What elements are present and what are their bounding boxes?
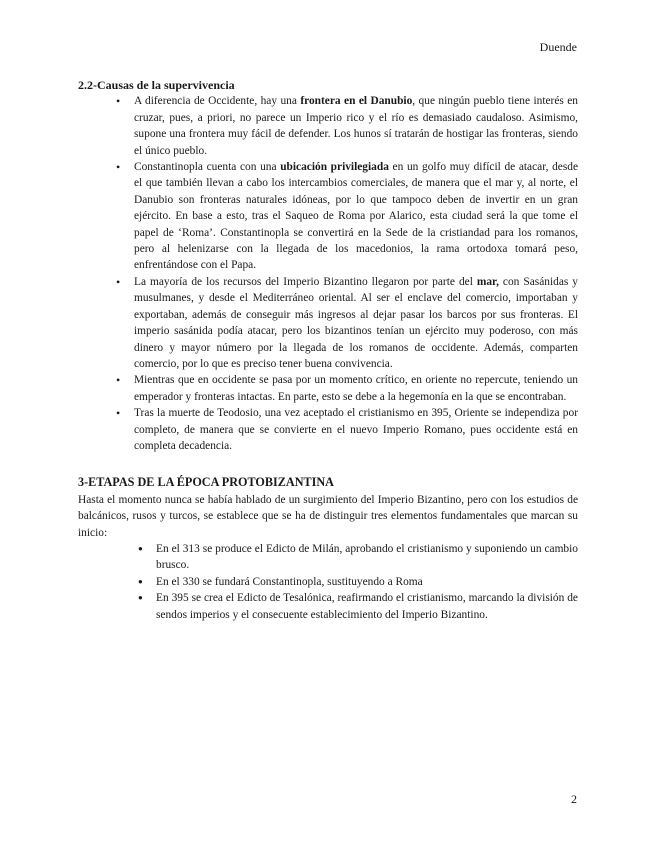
item-text: , que ningún pueblo tiene interés en cruzar, pues, a priori, no parece un Imperio rico y el río es demasiado caudaloso. Asimismo, supone una frontera muy fácil de defender. Los hunos sí tratarán de hostigar las fronteras, siendo el único pueblo. — [134, 95, 579, 157]
item-bold: frontera en el Danubio — [300, 95, 413, 108]
item-bold: ubicación privilegiada — [280, 161, 389, 174]
list-item — [134, 372, 578, 405]
header-author: Duende — [539, 40, 577, 54]
list-item: ● En el 313 se produce el Edicto de Milán, aprobando el cristianismo y suponiendo un cambio brusco. — [156, 541, 578, 574]
list-item — [134, 274, 578, 372]
item-text: A diferencia de Occidente, hay una — [134, 95, 301, 108]
list-item: ● En 395 se crea el Edicto de Tesalónica, reafirmando el cristianismo, marcando la división de sendos imperios y el consecuente establecimiento del Imperio Bizantino. — [156, 590, 578, 623]
item-bold: mar, — [476, 275, 499, 288]
list-item — [134, 159, 578, 274]
page-content — [78, 77, 578, 623]
item-text: Constantinopla cuenta con una — [134, 161, 281, 174]
list-item — [134, 93, 578, 159]
stages-list — [156, 541, 578, 623]
item-text: en un golfo muy difícil de atacar, desde el que también llevan a cabo los intercambios comerciales, de manera que el mar y, al norte, el Danubio son fronteras naturales idóneas, por lo que tampoco deben de invertir en un gran ejército. En base a esto, tras el Saqueo de Roma por Alarico, esta ciudad será la que tome el papel de ‘Roma’. Constantinopla se convertirá en la Sede de la cristiandad para los romanos, pero al helenizarse con la llegada de los macedonios, la rama ortodoxa tomará peso, enfrentándose con el Papa. — [134, 161, 578, 272]
list-item: ● En el 330 se fundará Constantinopla, sustituyendo a Roma — [156, 574, 578, 590]
section-heading-stages: 3-ETAPAS DE LA ÉPOCA PROTOBIZANTINA — [78, 475, 334, 490]
item-text: Tras la muerte de Teodosio, una vez aceptado el cristianismo en 395, Oriente se independiza por completo, de manera que se convierte en el nuevo Imperio Romano, pues occidente está en completa decadencia. — [134, 407, 578, 452]
item-text: La mayoría de los recursos del Imperio Bizantino llegaron por parte del — [134, 275, 477, 288]
item-text: Mientras que en occidente se pasa por un momento crítico, en oriente no repercute, teniendo un emperador y fronteras intactas. En parte, esto se debe a la hegemonía en la que se encontraban. — [134, 374, 578, 403]
list-item — [134, 405, 578, 454]
section-heading-causes: 2.2-Causas de la supervivencia — [78, 78, 235, 92]
section-intro: Hasta el momento nunca se había hablado de un surgimiento del Imperio Bizantino, pero con los estudios de balcánicos, rusos y turcos, se establece que se ha de distinguir tres elementos fundamentales que marcan su inicio: — [78, 493, 578, 539]
page-number: 2 — [571, 792, 577, 806]
item-text: con Sasánidas y musulmanes, y desde el Mediterráneo oriental. Al ser el enclave del comercio, importaban y exportaban, además de conseguir más ingresos al dejar pasar los barcos por sus fronteras. El imperio sasánida podía atacar, pero los bizantinos tenían un ejército muy poderoso, con más dinero y mayor número por la llegada de los romanos de occidente. Además, comparten comercio, por lo que es preciso tener buena convivencia. — [134, 275, 579, 370]
causes-list — [134, 93, 578, 454]
